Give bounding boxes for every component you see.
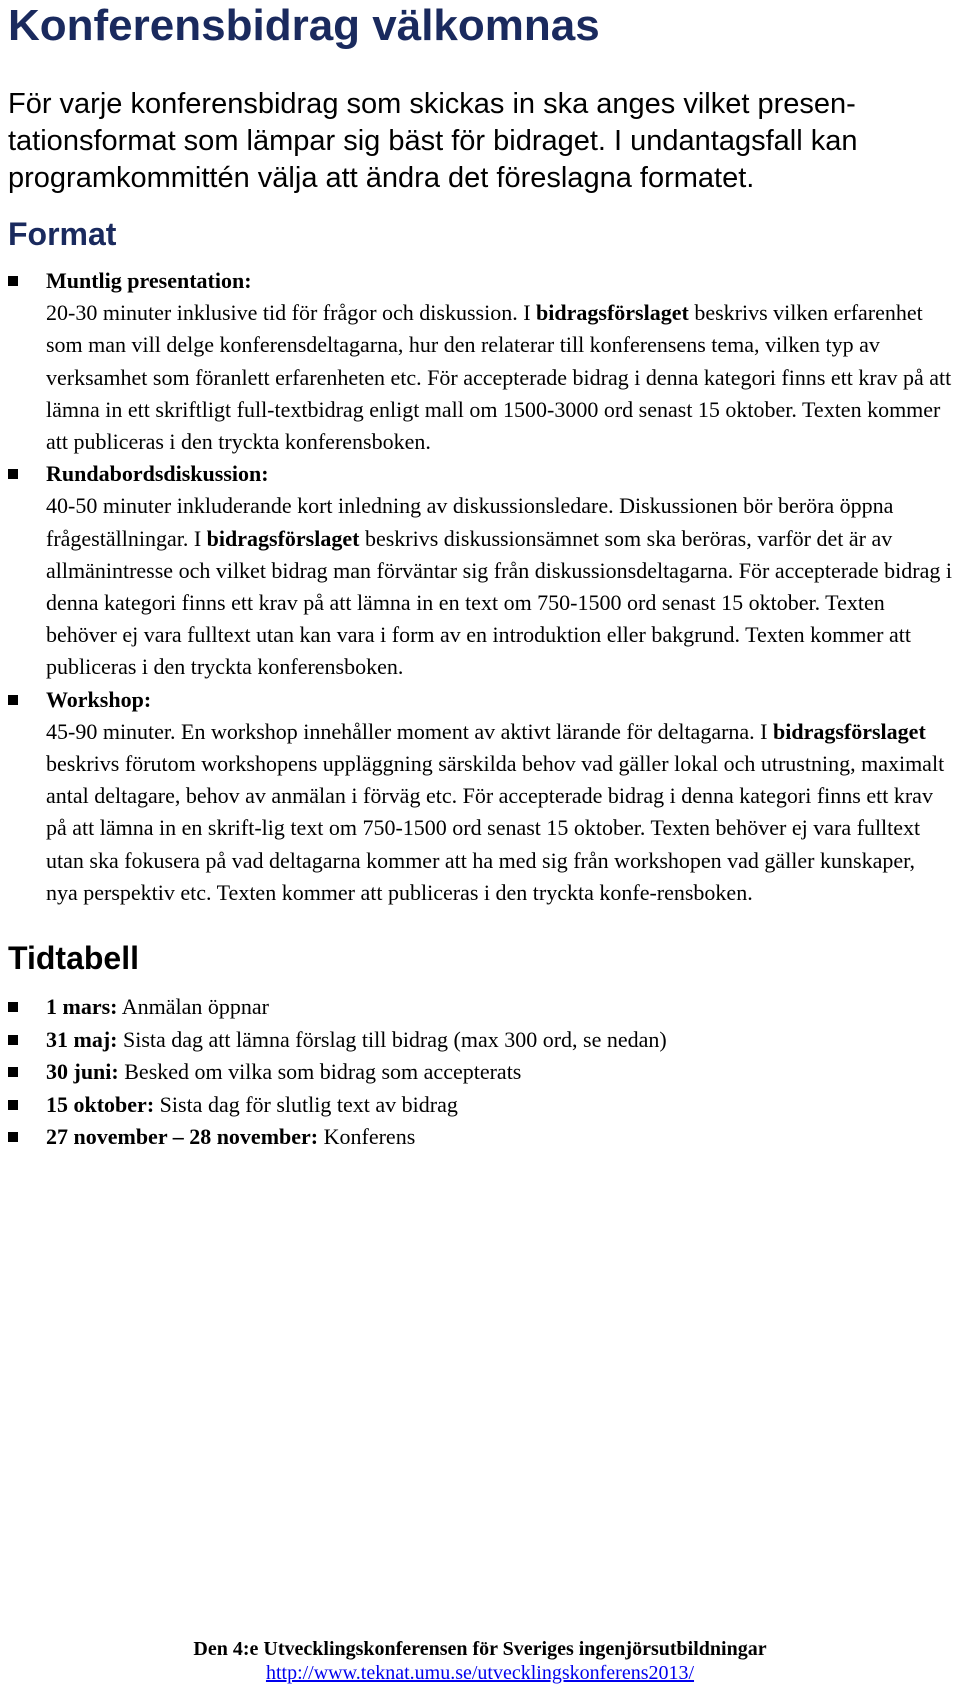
square-bullet-icon bbox=[8, 1067, 18, 1077]
format-item-oral bbox=[8, 265, 952, 458]
timetable-list bbox=[8, 991, 952, 1154]
body-text-bold: bidragsförslaget bbox=[773, 718, 926, 744]
format-item-roundtable bbox=[8, 458, 952, 683]
body-text: 45-90 minuter. En workshop innehåller moment av aktivt lärande för deltagarna. I bbox=[46, 718, 773, 744]
body-text: beskrivs vilken erfarenhet som man vill delge konferensdeltagarna, hur den relaterar till konferensens tema, vilken typ av verksamhet som föranlett erfarenheten etc. För accepterade bidrag i denna kategori finns ett krav på att lämna in ett skriftligt full-textbidrag enligt mall om 1500-3000 ord senast 15 oktober. Texten kommer att publiceras i den tryckta konferensboken. bbox=[46, 300, 952, 455]
timetable-item bbox=[8, 1056, 952, 1089]
timetable-date: 31 maj: bbox=[46, 1026, 118, 1052]
page-title: Konferensbidrag välkomnas bbox=[8, 1, 600, 50]
format-item-title: Muntlig presentation: bbox=[46, 268, 252, 293]
timetable-text: Anmälan öppnar bbox=[117, 994, 270, 1020]
format-item-workshop bbox=[8, 684, 952, 909]
timetable-date: 15 oktober: bbox=[46, 1091, 155, 1117]
timetable-item bbox=[8, 1121, 952, 1154]
format-item-title: Workshop: bbox=[46, 686, 152, 712]
square-bullet-icon bbox=[8, 1002, 18, 1012]
square-bullet-icon bbox=[8, 276, 18, 286]
body-text: 20-30 minuter inklusive tid för frågor och diskussion. I bbox=[46, 300, 537, 326]
timetable-text: Besked om vilka som bidrag som accepterats bbox=[118, 1059, 522, 1085]
timetable-item bbox=[8, 991, 952, 1024]
format-item-body bbox=[46, 490, 952, 683]
format-item-title: Rundabordsdiskussion: bbox=[46, 461, 269, 487]
timetable-date: 1 mars: bbox=[46, 994, 118, 1020]
body-text: beskrivs diskussionsämnet som ska beröras, varför det är av allmänintresse och vilket bidrag man förväntar sig från diskussionsdeltagarna. För accepterade bidrag i denna kategori finns ett krav på att lämna in en text om 750-1500 ord senast 15 oktober. Texten behöver ej vara fulltext utan kan vara i form av en introduktion eller bakgrund. Texten kommer att publiceras i den tryckta konferensboken. bbox=[46, 525, 952, 680]
square-bullet-icon bbox=[8, 695, 18, 705]
body-text: beskrivs förutom workshopens uppläggning särskilda behov vad gäller lokal och utrustning, maximalt antal deltagare, behov av anmälan i förväg etc. För accepterade bidrag i denna kategori finns ett krav på att lämna in en skrift-lig text om 750-1500 ord senast 15 oktober. Texten behöver ej vara fulltext utan ska fokusera på vad deltagarna kommer att ha med sig från workshopen vad gäller kunskaper, nya perspektiv etc. Texten kommer att publiceras i den tryckta konfe-rensboken. bbox=[46, 751, 945, 905]
timetable-date: 30 juni: bbox=[46, 1059, 119, 1085]
square-bullet-icon bbox=[8, 469, 18, 479]
format-heading: Format bbox=[8, 216, 117, 252]
format-item-body bbox=[46, 297, 952, 458]
timetable-text: Sista dag för slutlig text av bidrag bbox=[154, 1091, 458, 1117]
body-text-bold: bidragsförslaget bbox=[536, 300, 689, 326]
square-bullet-icon bbox=[8, 1035, 18, 1045]
timetable-date: 27 november – 28 november: bbox=[46, 1124, 319, 1150]
intro-paragraph: För varje konferensbidrag som skickas in ska anges vilket presen-tationsformat som lämpar sig bäst för bidraget. I undantagsfall kan programkommittén välja att ändra det föreslagna formatet. bbox=[8, 88, 858, 194]
square-bullet-icon bbox=[8, 1132, 18, 1142]
page-footer bbox=[0, 1637, 960, 1685]
conference-url-link[interactable]: http://www.teknat.umu.se/utvecklingskonferens2013/ bbox=[265, 1662, 695, 1684]
body-text-bold: bidragsförslaget bbox=[206, 525, 360, 551]
footer-title: Den 4:e Utvecklingskonferensen för Sveriges ingenjörsutbildningar bbox=[193, 1638, 767, 1660]
format-list bbox=[8, 265, 952, 909]
format-item-body bbox=[46, 716, 952, 909]
document-page bbox=[8, 0, 952, 1154]
timetable-text: Konferens bbox=[318, 1124, 416, 1150]
body-text: 40-50 minuter inkluderande kort inledning av diskussionsledare. Diskussionen bör beröra öppna frågeställningar. I bbox=[46, 493, 894, 551]
timetable-item bbox=[8, 1024, 952, 1057]
timetable-item bbox=[8, 1089, 952, 1122]
timetable-heading: Tidtabell bbox=[8, 940, 139, 977]
square-bullet-icon bbox=[8, 1100, 18, 1110]
timetable-text: Sista dag att lämna förslag till bidrag (max 300 ord, se nedan) bbox=[117, 1026, 667, 1052]
